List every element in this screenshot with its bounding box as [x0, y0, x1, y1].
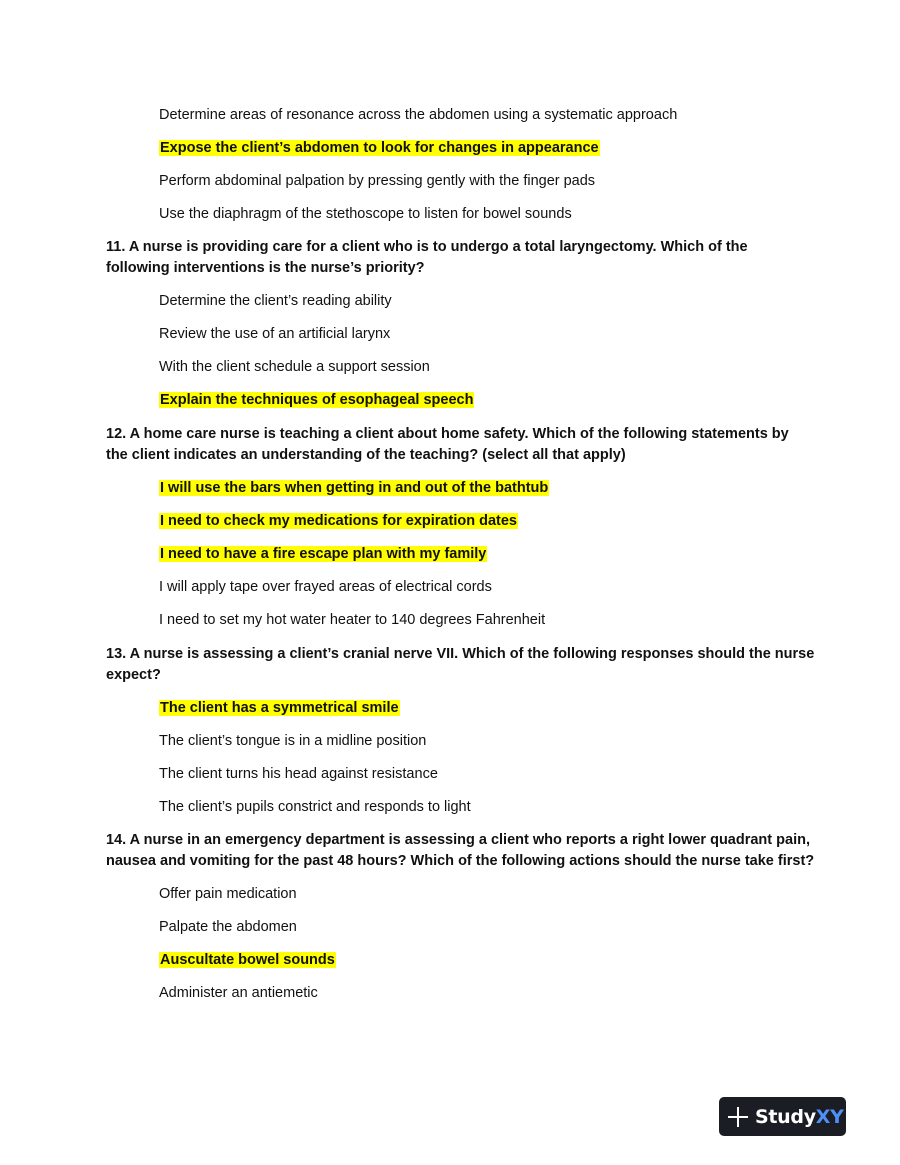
- q11-option-2: [159, 325, 390, 344]
- q13-option-1-correct: [159, 699, 400, 718]
- option-text: I will apply tape over frayed areas of electrical cords: [159, 579, 492, 595]
- q13-stem-line1: 13. A nurse is assessing a client’s cranial nerve VII. Which of the following responses should the nurse: [106, 646, 815, 662]
- q14-stem-line2: nausea and vomiting for the past 48 hours? Which of the following actions should the nurse take first?: [106, 853, 815, 869]
- q10-option-2-correct: [159, 139, 600, 158]
- highlighted-answer: Explain the techniques of esophageal speech: [160, 392, 474, 408]
- highlighted-answer: I will use the bars when getting in and out of the bathtub: [160, 480, 549, 496]
- option-text: The client turns his head against resistance: [159, 766, 438, 782]
- logo-text-xy: XY: [815, 1105, 844, 1128]
- option-text: Determine areas of resonance across the abdomen using a systematic approach: [159, 107, 678, 123]
- option-text: Administer an antiemetic: [159, 985, 318, 1001]
- highlighted-answer: Auscultate bowel sounds: [160, 952, 335, 968]
- q13-stem-line2: expect?: [106, 667, 161, 683]
- q10-option-3: [159, 172, 595, 191]
- q13-option-3: [159, 765, 438, 784]
- highlighted-answer: I need to have a fire escape plan with my family: [160, 546, 487, 562]
- option-text: Determine the client’s reading ability: [159, 293, 392, 309]
- q14-option-2: [159, 918, 297, 937]
- option-text: The client’s pupils constrict and responds to light: [159, 799, 471, 815]
- option-text: The client’s tongue is in a midline position: [159, 733, 427, 749]
- option-text: I need to set my hot water heater to 140 degrees Fahrenheit: [159, 612, 546, 628]
- q14-option-4: [159, 984, 318, 1003]
- q12-option-3-correct: [159, 545, 487, 564]
- q12-option-1-correct: [159, 479, 549, 498]
- logo-wordmark: [755, 1106, 844, 1128]
- q12-option-4: [159, 578, 492, 597]
- q10-option-1: [159, 106, 677, 125]
- q12-option-5: [159, 611, 545, 630]
- q11-option-1: [159, 292, 392, 311]
- q14-stem-line1: 14. A nurse in an emergency department is assessing a client who reports a right lower quadrant pain,: [106, 832, 810, 848]
- option-text: Palpate the abdomen: [159, 919, 297, 935]
- q14-option-3-correct: [159, 951, 336, 970]
- highlighted-answer: The client has a symmetrical smile: [160, 700, 399, 716]
- q11-stem-line1: 11. A nurse is providing care for a client who is to undergo a total laryngectomy. Which of the: [106, 239, 748, 255]
- logo-text-study: Study: [755, 1105, 816, 1128]
- q13-option-2: [159, 732, 426, 751]
- option-text: Review the use of an artificial larynx: [159, 326, 391, 342]
- q14-option-1: [159, 885, 297, 904]
- q11-option-4-correct: [159, 391, 474, 410]
- q12-stem-line2: the client indicates an understanding of the teaching? (select all that apply): [106, 447, 626, 463]
- option-text: Perform abdominal palpation by pressing gently with the finger pads: [159, 173, 596, 189]
- highlighted-answer: Expose the client’s abdomen to look for changes in appearance: [160, 140, 599, 156]
- q13-option-4: [159, 798, 471, 817]
- option-text: Offer pain medication: [159, 886, 297, 902]
- highlighted-answer: I need to check my medications for expiration dates: [160, 513, 517, 529]
- plus-icon: [728, 1107, 748, 1127]
- option-text: Use the diaphragm of the stethoscope to listen for bowel sounds: [159, 206, 572, 222]
- q12-stem-line1: 12. A home care nurse is teaching a client about home safety. Which of the following statements by: [106, 426, 789, 442]
- q11-stem-line2: following interventions is the nurse’s priority?: [106, 260, 425, 276]
- studyxy-logo[interactable]: [719, 1097, 846, 1136]
- q10-option-4: [159, 205, 572, 224]
- q11-option-3: [159, 358, 430, 377]
- q12-option-2-correct: [159, 512, 518, 531]
- option-text: With the client schedule a support session: [159, 359, 430, 375]
